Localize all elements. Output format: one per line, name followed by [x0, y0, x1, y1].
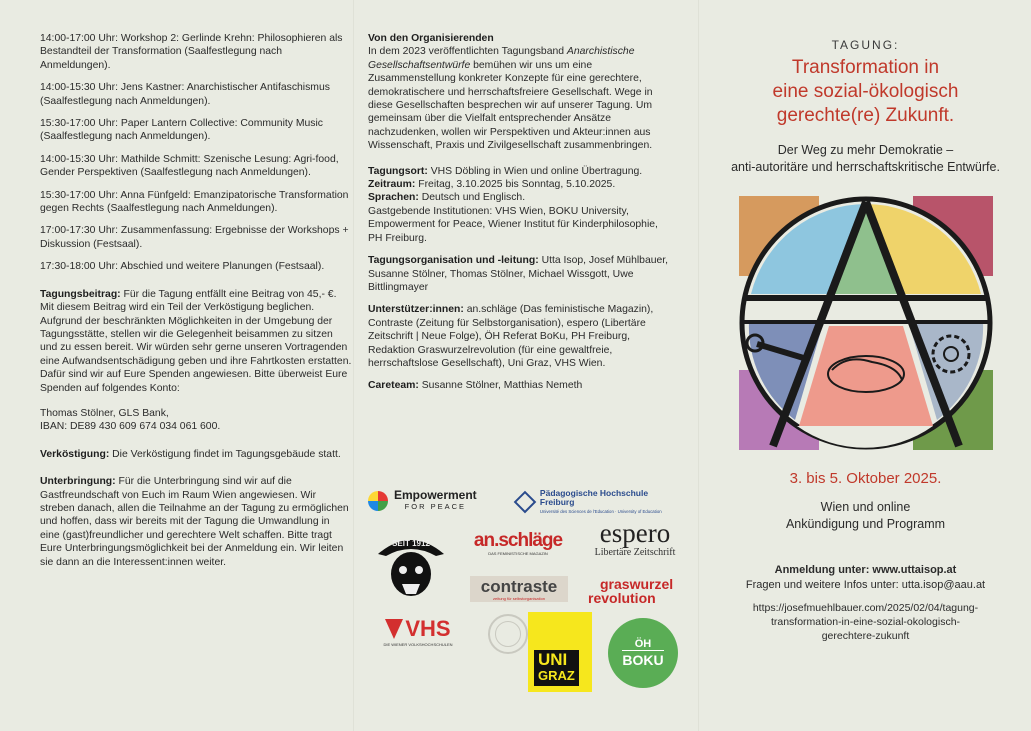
lodging-label: Unterbringung:: [40, 476, 116, 488]
program-text: Mathilde Schmitt: Szenische Lesung: Agri-food, Gender Perspektiven (Saalfestlegung nach Anmeldungen).: [40, 153, 339, 179]
organizers-intro-1: In dem 2023 veröffentlichten Tagungsband: [368, 46, 567, 58]
program-item: [40, 224, 352, 251]
bank-line-1: Thomas Stölner, GLS Bank,: [40, 407, 169, 419]
organizers-intro-2: bemühen wir uns um eine Zusammenstellung konkreter Konzepte für eine gerechtere, demokratischere und herrschaftsfreiere Gesellschaft. Wege in diese Gesellschaften besprechen wir auf unserer Tagung. Um gemeinsam über die Vielfalt entsprechender Ansätze nachzudenken, wollen wir Perspektiven und Akteur:innen aus Wissenschaft, Praxis und Zivilgesellschaft zusammenbringen.: [368, 59, 653, 152]
espero-name: espero: [599, 518, 671, 548]
anschlaege-logo: [468, 528, 568, 558]
ph-diamond-icon: [514, 491, 537, 514]
oeh-boku-logo: [608, 618, 678, 688]
program-text: Jens Kastner: Anarchistischer Antifaschismus (Saalfestlegung nach Anmeldungen).: [40, 82, 330, 107]
cover-column: [700, 0, 1031, 731]
lang-label: Sprachen:: [368, 192, 419, 204]
skull-hat-icon: [370, 524, 452, 604]
espero-logo: [580, 518, 690, 560]
lodging-text: Für die Unterbringung sind wir auf die Gastfreundschaft von Euch im Raum Wien angewiesen. Wir streben danach, allen die Teilnahme an der Tagung zu ermöglichen und hoffen, dass wir bereits mit der Tagung die Umwandlung in eine (gast)freundlicher und gerechtere Welt schaffen. Bitte tragt Eure Unterbringungsmöglichkeit bei der Anmeldung ein. Wir leiten sie dann an die Interessent:innen weiter.: [40, 476, 349, 568]
cover-where: [700, 499, 1031, 533]
program-text: Workshop 2: Gerlinde Krehn: Philosophieren als Bestandteil der Transformation (Saalfestlegung nach Anmeldungen).: [40, 33, 343, 71]
espero-sub: Libertäre Zeitschrift: [594, 547, 676, 558]
food-paragraph: [40, 448, 352, 461]
program-time: 14:00-15:30 Uhr:: [40, 153, 118, 165]
contraste-name: contraste: [480, 576, 558, 596]
registration-link[interactable]: Anmeldung unter: www.uttaisop.at: [774, 564, 957, 576]
program-time: 15:30-17:00 Uhr:: [40, 189, 118, 201]
supporters-text: an.schläge (Das feministische Magazin), Contraste (Zeitung für Selbstorganisation), espero (Libertäre Zeitschrift | Neue Folge), ÖH Referat BoKu, PH Freiburg, Redaktion Graswurzelrevolution (für eine gewaltfreie, herrschaftslose Gesellschaft), Uni Graz, VHS Wien.: [368, 304, 654, 369]
ph-sub: Université des Sciences de l'Education · University of Education: [539, 508, 662, 514]
bank-details: [40, 407, 352, 434]
supporters-label: Unterstützer:innen:: [368, 304, 464, 316]
program-item: [40, 32, 352, 72]
fee-paragraph: [40, 288, 352, 395]
program-list: [40, 32, 358, 274]
organizers-heading: Von den Organisierenden: [368, 33, 494, 44]
cover-subtitle: [700, 142, 1031, 176]
program-item: [40, 81, 352, 108]
lodging-paragraph: [40, 475, 352, 569]
details-paragraph: [368, 165, 673, 245]
supporters-paragraph: [368, 303, 673, 370]
uni-text: UNI: [538, 650, 568, 669]
seit-1912-text: SEIT 1912: [392, 539, 430, 548]
vhs-mark-icon: [385, 619, 403, 639]
cover-title-line-3: gerechte(re) Zukunft.: [776, 105, 955, 126]
info-url-line-3: gerechtere-zukunft: [821, 630, 910, 642]
seit-1912-logo: [370, 524, 452, 604]
program-text: Anna Fünfgeld: Emanzipatorische Transformation gegen Rechts (Saalfestlegung nach Anmeldungen).: [40, 189, 349, 215]
program-time: 14:00-15:30 Uhr:: [40, 82, 118, 94]
graz-text: GRAZ: [538, 668, 575, 683]
graswurzel-line1: graswurzel: [600, 575, 674, 592]
hosts-text: Gastgebende Institutionen: VHS Wien, BOKU University, Empowerment for Peace, Wiener Institut für Kinderphilosophie, PH Freiburg.: [368, 205, 658, 244]
program-time: 17:30-18:00 Uhr:: [40, 261, 118, 273]
program-column: [0, 0, 358, 731]
program-time: 17:00-17:30 Uhr:: [40, 225, 118, 237]
cover-tag: TAGUNG:: [831, 38, 900, 52]
time-label: Zeitraum:: [368, 179, 416, 191]
program-text: Abschied und weitere Planungen (Festsaal).: [120, 261, 325, 273]
book-title: Anarchistische Gesellschaftsentwürfe: [368, 46, 635, 71]
info-url-line-2: transformation-in-eine-sozial-okologisch-: [770, 616, 961, 628]
seal-icon: [488, 614, 528, 654]
fee-label: Tagungsbeitrag:: [40, 288, 121, 300]
program-item: [40, 153, 352, 180]
care-paragraph: [368, 379, 673, 392]
time-text: Freitag, 3.10.2025 bis Sonntag, 5.10.2025.: [418, 179, 616, 191]
cover-subtitle-line-1: Der Weg zu mehr Demokratie –: [777, 143, 954, 157]
program-time: 15:30-17:00 Uhr:: [40, 118, 118, 130]
orga-label: Tagungsorganisation und -leitung:: [368, 255, 539, 267]
ph-freiburg-logo: [514, 487, 684, 514]
cover-illustration: [737, 194, 995, 452]
info-column: [358, 0, 688, 731]
cover-title-line-1: Transformation in: [791, 57, 940, 78]
program-text: Zusammenfassung: Ergebnisse der Workshops + Diskussion (Festsaal).: [40, 225, 349, 250]
anarchy-circle-illustration: [737, 194, 995, 452]
empowerment-icon: [368, 491, 388, 511]
partner-logos: [368, 484, 688, 704]
ph-name: Pädagogische Hochschule Freiburg: [539, 487, 649, 507]
empowerment-logo: [368, 488, 508, 514]
fee-text: Für die Tagung entfällt eine Beitrag von 45,- €. Mit diesem Beitrag wird ein Teil der Verköstigung beglichen. Aufgrund der beschränkten Möglichkeiten in der Umgebung der Tagungsstätte, stellen wir die Gelegenheit beisammen zu sitzen und zu essen bereit. Wir würden sehr gerne unseren Vortragenden eine Aufwandsentschädigung geben und ihre Fahrtkosten erstatten. Dafür sind wir auf Eure Spenden angewiesen. Bitte überweist Eure Spenden auf folgendes Konto:: [40, 288, 352, 394]
orga-text: Utta Isop, Josef Mühlbauer, Susanne Stölner, Thomas Stölner, Michael Wissgott, Uwe Bittlingmayer: [368, 255, 669, 293]
care-text: Susanne Stölner, Matthias Nemeth: [421, 380, 583, 392]
cover-where-line-2: Ankündigung und Programm: [785, 517, 946, 531]
graswurzel-logo: [588, 576, 688, 606]
cover-date: 3. bis 5. Oktober 2025.: [789, 470, 942, 487]
oeh-text: ÖH: [634, 638, 652, 650]
fold-line-2: [698, 0, 699, 731]
cover-title: [700, 56, 1031, 128]
fold-line: [353, 0, 354, 731]
empowerment-sub: FOR PEACE: [404, 502, 467, 511]
place-text: VHS Döbling in Wien und online Übertragung.: [430, 165, 643, 177]
contraste-sub: zeitung für selbstorganisation: [492, 595, 546, 601]
cover-title-line-2: eine sozial-ökologisch: [772, 81, 959, 102]
anschlaege-sub: DAS FEMINISTISCHE MAGAZIN: [488, 550, 548, 556]
empowerment-name: Empowerment: [394, 488, 477, 502]
bank-line-2: IBAN: DE89 430 609 674 034 061 600.: [40, 421, 221, 433]
vhs-name: VHS: [405, 615, 451, 641]
uni-graz-logo: [528, 612, 592, 692]
orga-paragraph: [368, 254, 673, 294]
program-time: 14:00-17:00 Uhr:: [40, 33, 118, 44]
care-label: Careteam:: [368, 380, 419, 392]
boku-text: BOKU: [622, 652, 664, 668]
info-email[interactable]: Fragen und weitere Infos unter: utta.isop@aau.at: [745, 579, 986, 591]
info-url[interactable]: [700, 601, 1031, 643]
cover-where-line-1: Wien und online: [820, 500, 911, 514]
program-item: [40, 260, 352, 273]
program-item: [40, 189, 352, 216]
organizers-paragraph: [368, 32, 673, 153]
food-label: Verköstigung:: [40, 448, 110, 460]
place-label: Tagungsort:: [368, 165, 428, 177]
anschlaege-name: an.schläge: [473, 529, 563, 551]
graswurzel-line2: revolution: [588, 589, 656, 606]
contraste-logo: [470, 576, 568, 602]
program-item: [40, 117, 352, 144]
vhs-sub: DIE WIENER VOLKSHOCHSCHULEN: [383, 641, 453, 647]
program-text: Paper Lantern Collective: Community Music (Saalfestlegung nach Anmeldungen).: [40, 118, 323, 143]
vhs-logo: [378, 614, 458, 650]
info-url-line-1: https://josefmuehlbauer.com/2025/02/04/tagung-: [752, 602, 979, 614]
food-text: Die Verköstigung findet im Tagungsgebäude statt.: [112, 448, 341, 460]
lang-text: Deutsch und Englisch.: [421, 192, 526, 204]
cover-subtitle-line-2: anti-autoritäre und herrschaftskritische Entwürfe.: [731, 160, 1000, 174]
